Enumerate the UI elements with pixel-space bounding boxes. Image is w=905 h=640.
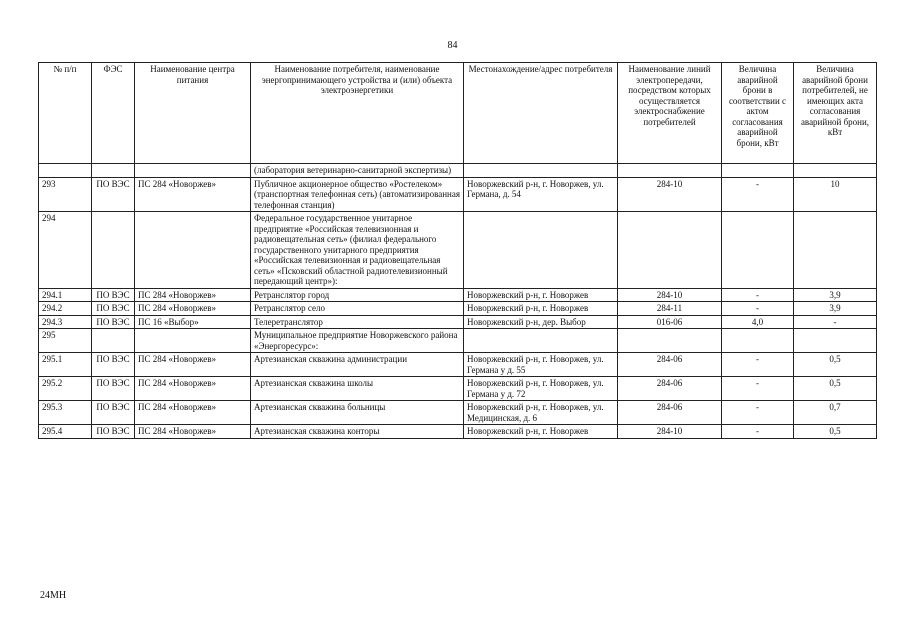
- cell-fes: ПО ВЭС: [92, 401, 135, 425]
- cell-bron-no-act: 0,5: [794, 425, 877, 439]
- cell-bron-act: -: [722, 288, 794, 302]
- table-row: [39, 164, 877, 178]
- table-row: [39, 353, 877, 377]
- header-line: Наименование линий электропередачи, посредством которых осуществляется электроснабжение потребителей: [618, 63, 722, 164]
- cell-line: 284-06: [618, 353, 722, 377]
- cell-bron-act: -: [722, 377, 794, 401]
- cell-consumer: Артезианская скважина больницы: [251, 401, 464, 425]
- cell-address: Новоржевский р-н, г. Новоржев: [464, 425, 618, 439]
- cell-bron-no-act: [794, 212, 877, 289]
- cell-line: 016-06: [618, 315, 722, 329]
- table-row: [39, 177, 877, 212]
- cell-bron-no-act: 10: [794, 177, 877, 212]
- header-fes: ФЭС: [92, 63, 135, 164]
- cell-address: Новоржевский р-н, г. Новоржев: [464, 288, 618, 302]
- cell-bron-act: -: [722, 302, 794, 316]
- cell-address: [464, 212, 618, 289]
- table-row: [39, 315, 877, 329]
- header-bron-act: Величина аварийной брони в соответствии с актом согласования аварийной брони, кВт: [722, 63, 794, 164]
- cell-address: [464, 329, 618, 353]
- cell-bron-no-act: [794, 329, 877, 353]
- cell-num: 295: [39, 329, 92, 353]
- table-row: [39, 329, 877, 353]
- cell-consumer: Муниципальное предприятие Новоржевского района «Энергоресурс»:: [251, 329, 464, 353]
- cell-consumer: Публичное акционерное общество «Ростелеком» (транспортная телефонная сеть) (автоматизированная телефонная станция): [251, 177, 464, 212]
- page-number: 84: [447, 40, 458, 51]
- cell-address: Новоржевский р-н, г. Новоржев, ул. Германа у д. 55: [464, 353, 618, 377]
- cell-consumer: (лаборатория ветеринарно-санитарной экспертизы): [251, 164, 464, 178]
- cell-num: 293: [39, 177, 92, 212]
- cell-address: [464, 164, 618, 178]
- cell-address: Новоржевский р-н, дер. Выбор: [464, 315, 618, 329]
- cell-fes: ПО ВЭС: [92, 315, 135, 329]
- cell-fes: ПО ВЭС: [92, 353, 135, 377]
- table-row: [39, 401, 877, 425]
- cell-center: [135, 212, 251, 289]
- cell-center: [135, 164, 251, 178]
- cell-consumer: Ретранслятор село: [251, 302, 464, 316]
- cell-center: ПС 284 «Новоржев»: [135, 353, 251, 377]
- cell-center: ПС 284 «Новоржев»: [135, 177, 251, 212]
- cell-line: 284-10: [618, 288, 722, 302]
- header-consumer: Наименование потребителя, наименование энергопринимающего устройства и (или) объекта электроэнергетики: [251, 63, 464, 164]
- table-row: [39, 377, 877, 401]
- cell-address: Новоржевский р-н, г. Новоржев, ул. Германа, д. 54: [464, 177, 618, 212]
- cell-center: ПС 284 «Новоржев»: [135, 288, 251, 302]
- cell-num: 295.3: [39, 401, 92, 425]
- footer-code: 24МН: [40, 590, 67, 601]
- cell-bron-act: [722, 212, 794, 289]
- cell-consumer: Артезианская скважина администрации: [251, 353, 464, 377]
- cell-address: Новоржевский р-н, г. Новоржев, ул. Медицинская, д. 6: [464, 401, 618, 425]
- cell-consumer: Артезианская скважина школы: [251, 377, 464, 401]
- cell-bron-no-act: 3,9: [794, 302, 877, 316]
- cell-num: 295.1: [39, 353, 92, 377]
- table-header-row: [39, 63, 877, 164]
- cell-line: [618, 212, 722, 289]
- cell-fes: [92, 212, 135, 289]
- cell-line: 284-10: [618, 425, 722, 439]
- cell-address: Новоржевский р-н, г. Новоржев: [464, 302, 618, 316]
- consumer-table: [38, 62, 877, 439]
- cell-bron-act: [722, 329, 794, 353]
- cell-address: Новоржевский р-н, г. Новоржев, ул. Германа у д. 72: [464, 377, 618, 401]
- header-num: № п/п: [39, 63, 92, 164]
- cell-num: 294.2: [39, 302, 92, 316]
- cell-center: ПС 284 «Новоржев»: [135, 401, 251, 425]
- cell-bron-act: -: [722, 177, 794, 212]
- cell-bron-act: [722, 164, 794, 178]
- cell-num: 294: [39, 212, 92, 289]
- cell-fes: ПО ВЭС: [92, 288, 135, 302]
- header-center: Наименование центра питания: [135, 63, 251, 164]
- cell-bron-no-act: 0,5: [794, 353, 877, 377]
- cell-line: 284-06: [618, 401, 722, 425]
- header-address: Местонахождение/адрес потребителя: [464, 63, 618, 164]
- header-bron-no-act: Величина аварийной брони потребителей, не имеющих акта согласования аварийной брони, кВт: [794, 63, 877, 164]
- cell-center: ПС 284 «Новоржев»: [135, 302, 251, 316]
- cell-line: 284-11: [618, 302, 722, 316]
- cell-num: 294.1: [39, 288, 92, 302]
- cell-bron-no-act: 0,7: [794, 401, 877, 425]
- cell-fes: [92, 164, 135, 178]
- cell-bron-no-act: 0,5: [794, 377, 877, 401]
- cell-bron-act: -: [722, 401, 794, 425]
- cell-num: 295.2: [39, 377, 92, 401]
- cell-consumer: Телеретранслятор: [251, 315, 464, 329]
- cell-center: ПС 284 «Новоржев»: [135, 425, 251, 439]
- cell-center: [135, 329, 251, 353]
- cell-fes: [92, 329, 135, 353]
- cell-num: [39, 164, 92, 178]
- cell-center: ПС 16 «Выбор»: [135, 315, 251, 329]
- table-row: [39, 212, 877, 289]
- cell-fes: ПО ВЭС: [92, 377, 135, 401]
- cell-bron-no-act: 3,9: [794, 288, 877, 302]
- table-row: [39, 302, 877, 316]
- cell-bron-act: -: [722, 425, 794, 439]
- table-row: [39, 288, 877, 302]
- cell-consumer: Федеральное государственное унитарное предприятие «Российская телевизионная и радиовещательная сеть» (филиал федерального государственного унитарного предприятия «Российская телевизионная и радиовещательная сеть» «Псковский областной радиотелевизионный передающий центр»):: [251, 212, 464, 289]
- cell-consumer: Артезианская скважина конторы: [251, 425, 464, 439]
- table-row: [39, 425, 877, 439]
- cell-line: 284-06: [618, 377, 722, 401]
- cell-consumer: Ретранслятор город: [251, 288, 464, 302]
- cell-fes: ПО ВЭС: [92, 425, 135, 439]
- cell-bron-act: -: [722, 353, 794, 377]
- cell-center: ПС 284 «Новоржев»: [135, 377, 251, 401]
- cell-fes: ПО ВЭС: [92, 177, 135, 212]
- cell-line: 284-10: [618, 177, 722, 212]
- cell-line: [618, 164, 722, 178]
- cell-num: 295.4: [39, 425, 92, 439]
- cell-bron-no-act: [794, 164, 877, 178]
- cell-fes: ПО ВЭС: [92, 302, 135, 316]
- cell-bron-act: 4,0: [722, 315, 794, 329]
- cell-num: 294.3: [39, 315, 92, 329]
- cell-line: [618, 329, 722, 353]
- cell-bron-no-act: -: [794, 315, 877, 329]
